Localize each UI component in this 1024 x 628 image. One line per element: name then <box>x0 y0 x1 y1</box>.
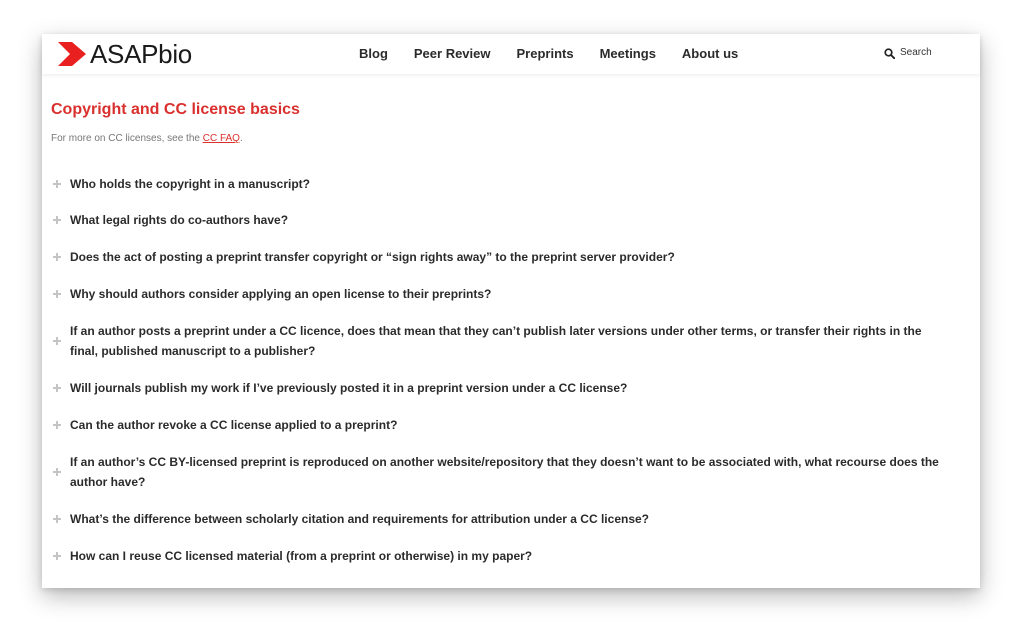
faq-item[interactable] <box>51 415 941 435</box>
plus-icon <box>53 216 61 224</box>
plus-icon <box>53 384 61 392</box>
faq-item[interactable] <box>51 247 941 267</box>
nav-about-us[interactable]: About us <box>681 46 739 61</box>
page-title: Copyright and CC license basics <box>51 101 300 118</box>
logo-text: ASAPbio <box>90 39 192 69</box>
faq-question: Can the author revoke a CC license applied to a preprint? <box>70 418 398 432</box>
site-header <box>42 34 980 74</box>
nav-meetings[interactable]: Meetings <box>599 46 656 61</box>
faq-question: Will journals publish my work if I’ve previously posted it in a preprint version under a CC license? <box>70 381 628 395</box>
search-button[interactable] <box>884 46 932 60</box>
main-content <box>51 100 951 146</box>
plus-icon <box>53 421 61 429</box>
faq-item[interactable] <box>51 321 941 361</box>
browser-page <box>42 34 980 588</box>
intro-prefix: For more on CC licenses, see the <box>51 133 203 144</box>
intro-suffix: . <box>239 133 243 144</box>
plus-icon <box>53 253 61 261</box>
plus-icon <box>53 180 61 188</box>
nav-blog[interactable]: Blog <box>359 46 388 61</box>
faq-item[interactable] <box>51 284 941 304</box>
faq-item[interactable] <box>51 378 941 398</box>
main-nav <box>359 46 764 62</box>
faq-question: Why should authors consider applying an open license to their preprints? <box>70 287 492 301</box>
plus-icon <box>53 552 61 560</box>
faq-question: If an author posts a preprint under a CC licence, does that mean that they can’t publish later versions under other terms, or transfer their rights in the final, published manuscript to a publisher? <box>70 324 922 358</box>
faq-item[interactable] <box>51 174 941 194</box>
plus-icon <box>53 515 61 523</box>
intro-text <box>51 132 951 146</box>
faq-question: What legal rights do co-authors have? <box>70 213 289 227</box>
faq-question: How can I reuse CC licensed material (from a preprint or otherwise) in my paper? <box>70 549 533 563</box>
site-logo[interactable] <box>58 41 192 67</box>
plus-icon <box>53 290 61 298</box>
faq-question: Who holds the copyright in a manuscript? <box>70 177 311 191</box>
faq-question: What’s the difference between scholarly citation and requirements for attribution under a CC license? <box>70 512 649 526</box>
logo-chevron-icon <box>58 42 88 66</box>
faq-item[interactable] <box>51 210 941 230</box>
plus-icon <box>53 468 61 476</box>
cc-faq-link[interactable]: CC FAQ <box>202 133 240 144</box>
nav-preprints[interactable]: Preprints <box>516 46 574 61</box>
faq-item[interactable] <box>51 452 941 492</box>
plus-icon <box>53 337 61 345</box>
faq-question: Does the act of posting a preprint transfer copyright or “sign rights away” to the preprint server provider? <box>70 250 675 264</box>
faq-item[interactable] <box>51 546 941 566</box>
search-label: Search <box>900 47 932 58</box>
search-icon <box>884 48 895 59</box>
faq-question: If an author’s CC BY-licensed preprint is reproduced on another website/repository that they doesn’t want to be associated with, what recourse does the author have? <box>70 455 939 489</box>
nav-peer-review[interactable]: Peer Review <box>413 46 491 61</box>
faq-item[interactable] <box>51 509 941 529</box>
